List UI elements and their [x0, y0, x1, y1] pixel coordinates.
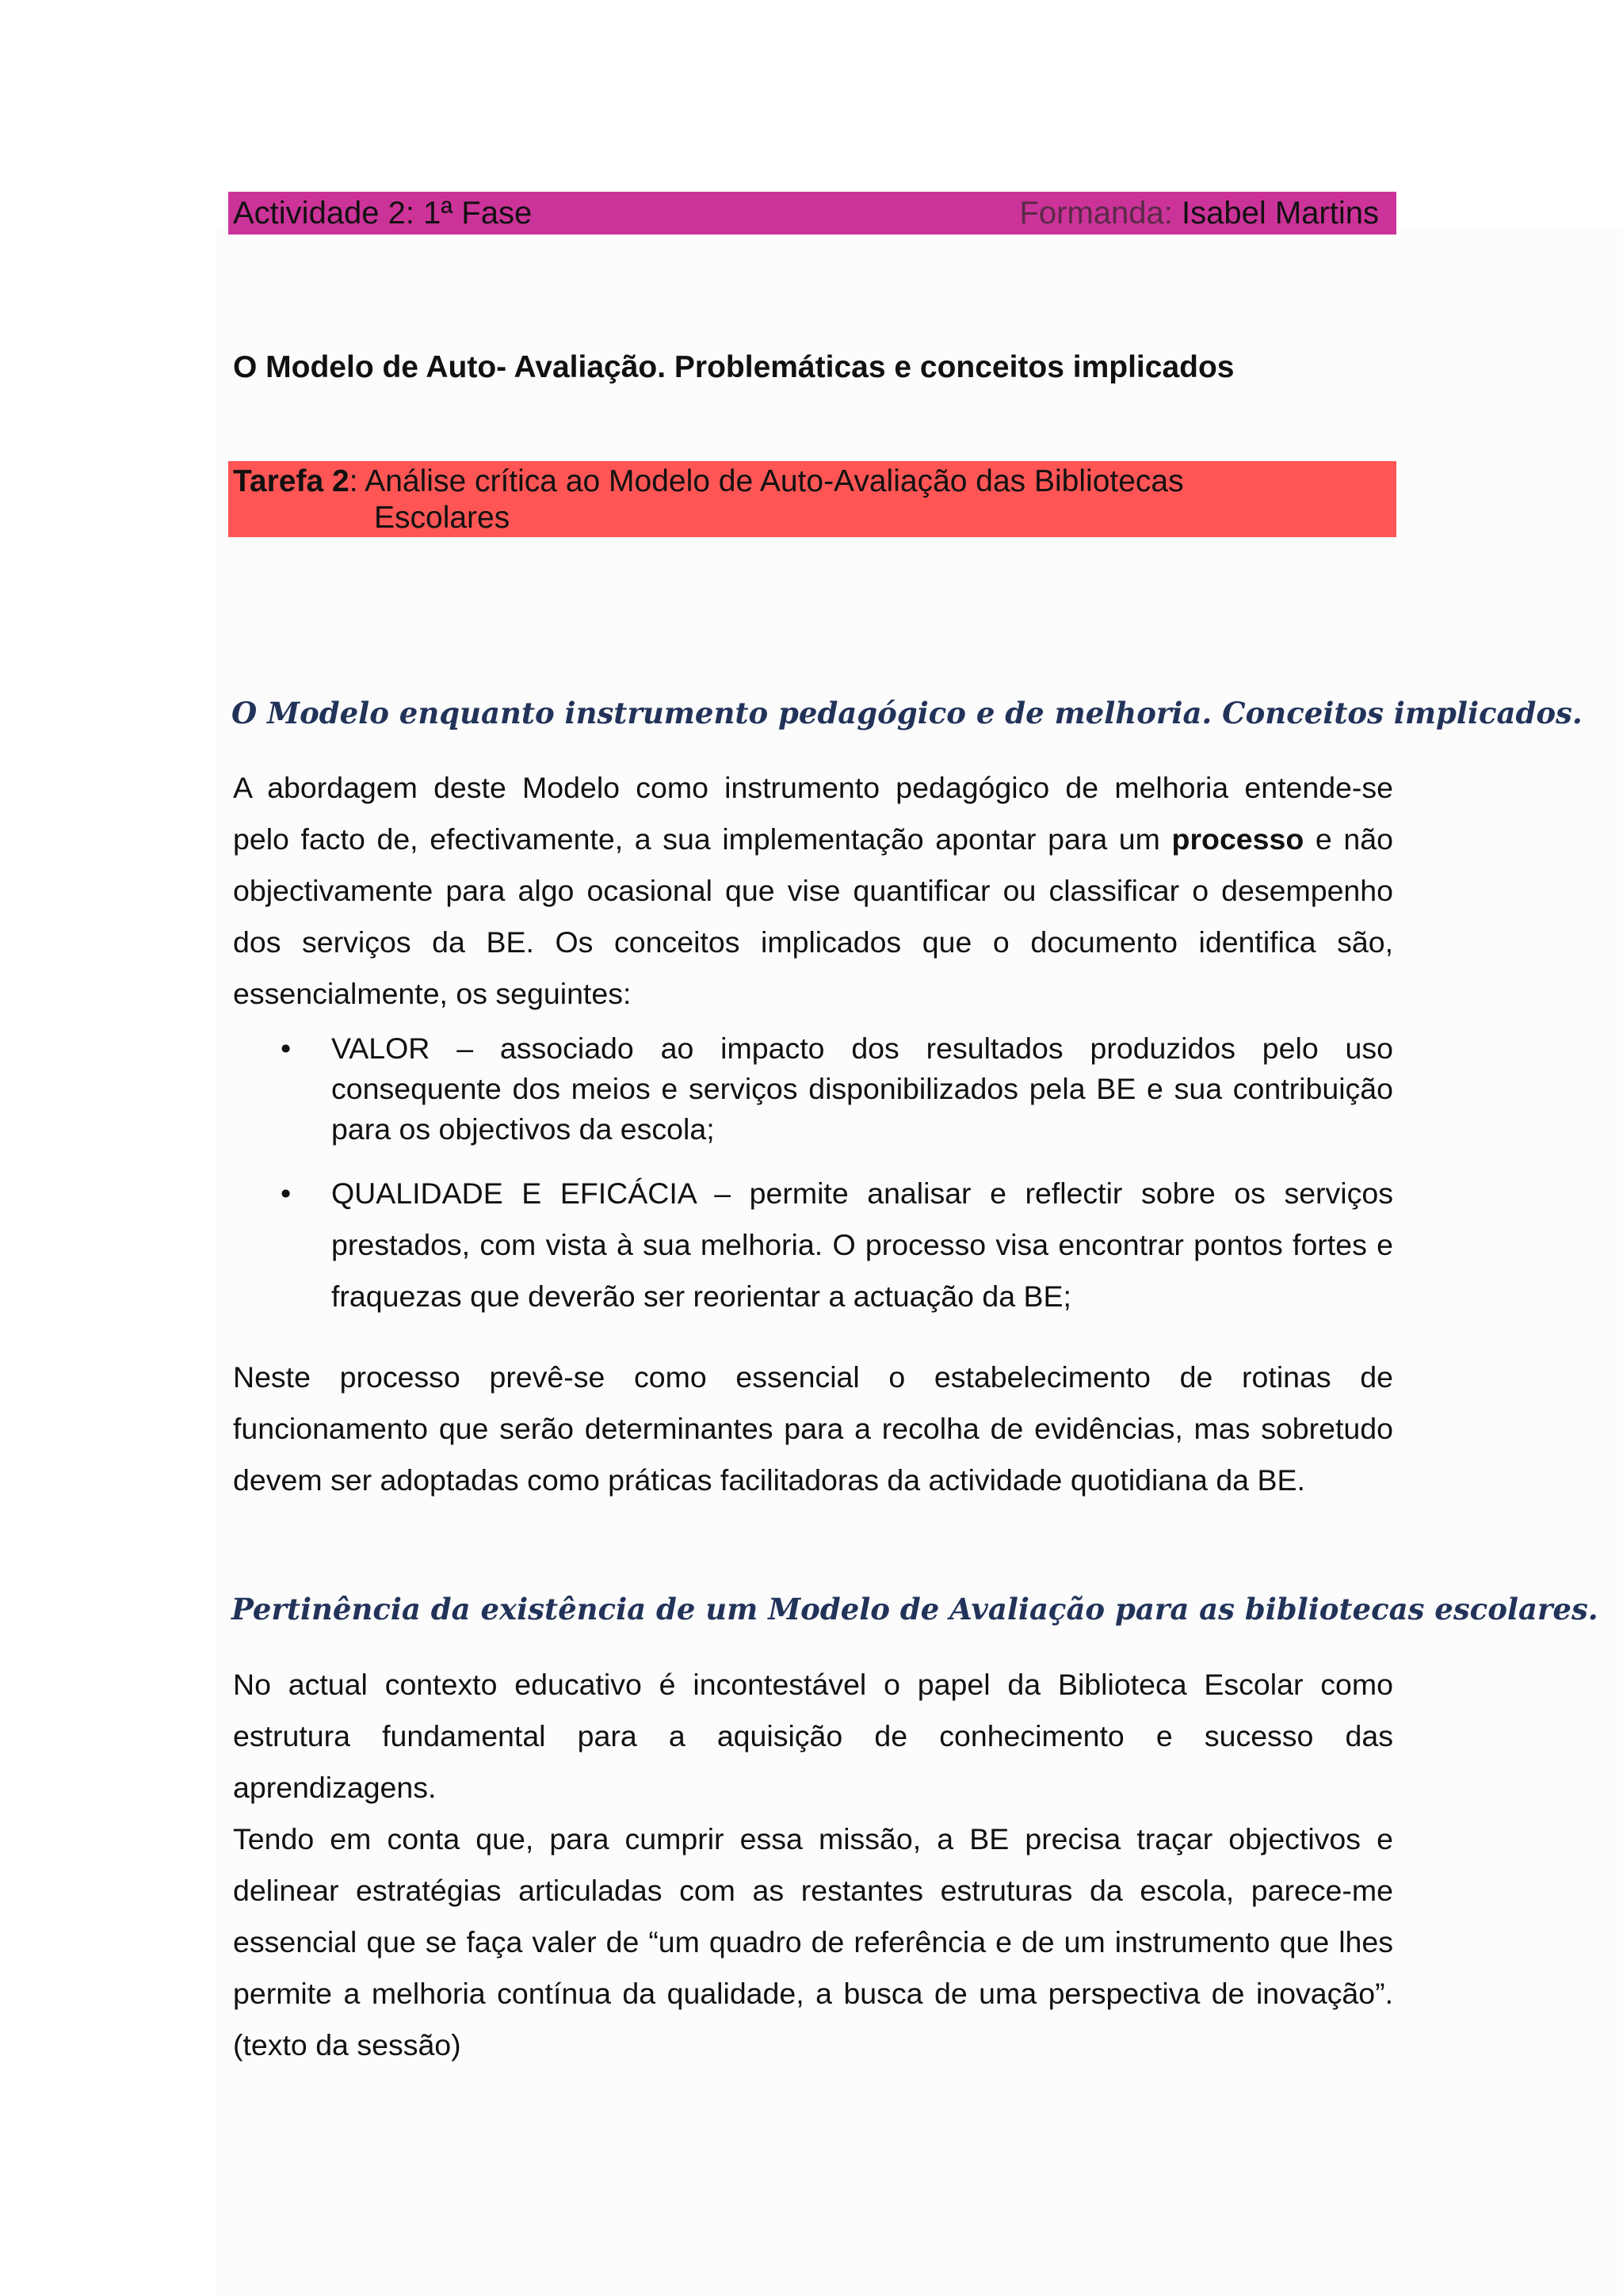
bullet-text: [331, 1028, 1393, 1150]
task-text-1: : Análise crítica ao Modelo de Auto-Avaliação das Bibliotecas: [349, 464, 1184, 498]
trainee-label: Formanda:: [1019, 196, 1173, 231]
task-label: Tarefa 2: [233, 464, 349, 498]
text-span: e não: [1304, 822, 1393, 856]
bold-keyword: processo: [1171, 822, 1304, 856]
text-line: QUALIDADE E EFICÁCIA – permite analisar e reflectir sobre os serviços: [331, 1177, 1393, 1210]
text-line: A abordagem deste Modelo como instrumento pedagógico de melhoria entende-se: [233, 771, 1393, 804]
text-line: para os objectivos da escola;: [331, 1112, 715, 1146]
text-line: Tendo em conta que, para cumprir essa missão, a BE precisa traçar objectivos e: [233, 1822, 1393, 1855]
bullet-text: [331, 1168, 1393, 1322]
text-line: delinear estratégias articuladas com as restantes estruturas da escola, parece-me: [233, 1874, 1393, 1907]
bullet-dot: •: [281, 1177, 292, 1210]
section-2-heading: Pertinência da existência de um Modelo de Avaliação para as bibliotecas escolares.: [231, 1592, 1598, 1627]
bullet-dot: •: [281, 1032, 292, 1065]
text-line: [233, 814, 1393, 865]
text-line: VALOR – associado ao impacto dos resultados produzidos pelo uso: [331, 1032, 1393, 1065]
text-line: permite a melhoria contínua da qualidade, a busca de uma perspectiva de inovação”.: [233, 1977, 1393, 2010]
text-line: No actual contexto educativo é incontestável o papel da Biblioteca Escolar como: [233, 1668, 1393, 1701]
task-bar: [228, 461, 1396, 537]
section-1-heading: O Modelo enquanto instrumento pedagógico e de melhoria. Conceitos implicados.: [231, 696, 1583, 730]
text-span: pelo facto de, efectivamente, a sua implementação apontar para um: [233, 822, 1172, 856]
text-line: estrutura fundamental para a aquisição de conhecimento e sucesso das: [233, 1719, 1393, 1753]
activity-header-bar: [228, 192, 1396, 235]
text-line: essencial que se faça valer de “um quadro de referência e de um instrumento que lhes: [233, 1925, 1393, 1958]
text-line: aprendizagens.: [233, 1771, 437, 1804]
trainee-info: [1019, 192, 1379, 235]
text-line: Neste processo prevê-se como essencial o estabelecimento de rotinas de: [233, 1360, 1393, 1394]
task-line-1: [233, 463, 1184, 500]
text-line: prestados, com vista à sua melhoria. O processo visa encontrar pontos fortes e: [331, 1228, 1393, 1261]
section-1-closing: [233, 1352, 1393, 1506]
section-1-intro: [233, 762, 1393, 1020]
text-line: funcionamento que serão determinantes para a recolha de evidências, mas sobretudo: [233, 1412, 1393, 1445]
text-line: objectivamente para algo ocasional que vise quantificar ou classificar o desempenho: [233, 874, 1393, 907]
section-2-paragraph-1: [233, 1659, 1393, 1814]
text-line: consequente dos meios e serviços disponibilizados pela BE e sua contribuição: [331, 1072, 1393, 1105]
text-line: fraquezas que deverão ser reorientar a actuação da BE;: [331, 1280, 1071, 1313]
document-title: O Modelo de Auto- Avaliação. Problemáticas e conceitos implicados: [233, 350, 1235, 384]
activity-label: Actividade 2: 1ª Fase: [233, 196, 533, 231]
section-2-paragraph-2: [233, 1814, 1393, 2071]
text-line: essencialmente, os seguintes:: [233, 977, 632, 1010]
trainee-name: Isabel Martins: [1182, 196, 1379, 231]
task-text-2: Escolares: [374, 501, 510, 535]
text-line: devem ser adoptadas como práticas facilitadoras da actividade quotidiana da BE.: [233, 1463, 1305, 1497]
text-line: dos serviços da BE. Os conceitos implicados que o documento identifica são,: [233, 925, 1393, 959]
text-line: (texto da sessão): [233, 2028, 461, 2061]
